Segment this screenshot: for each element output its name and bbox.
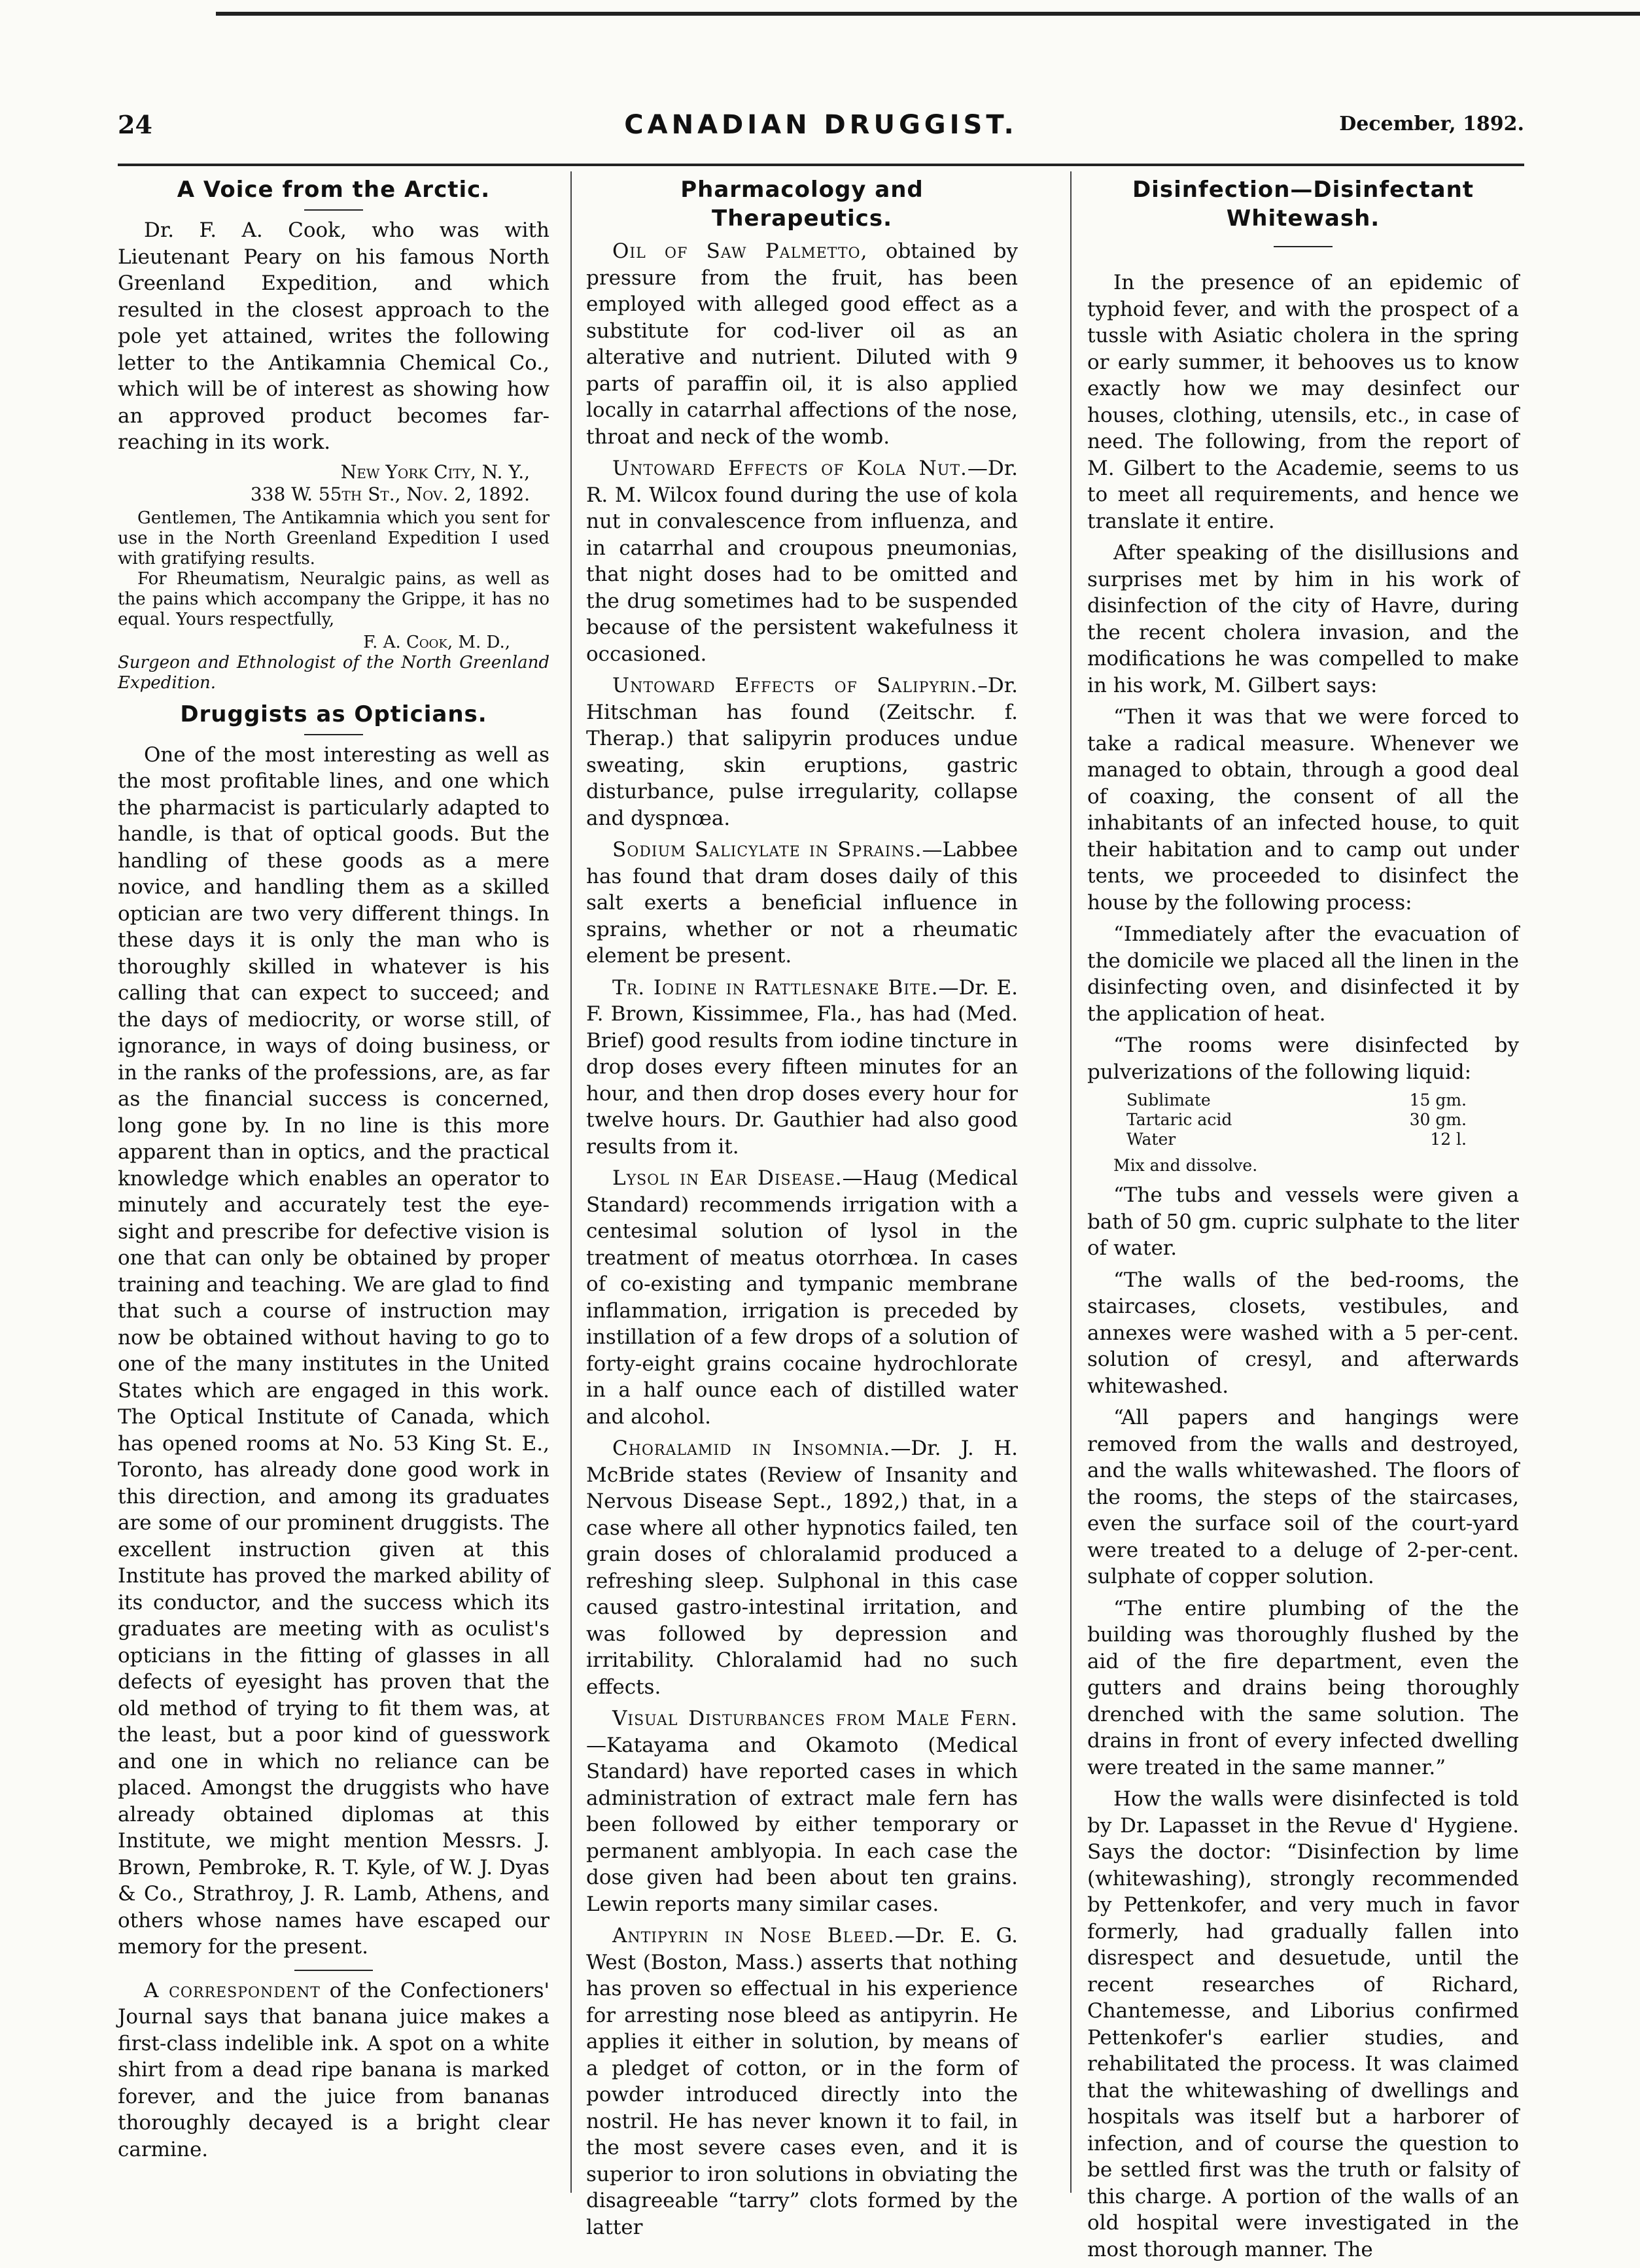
pharma-item [586, 455, 1018, 667]
pharma-item-body: —Dr. E. F. Brown, Kissimmee, Fla., has had (Med. Brief) good results from iodine tincture in drop doses every fifteen minutes for an hour, and then drop doses every hour for twelve hours. Dr. Gauthier had also good results from it. [586, 975, 1018, 1159]
pharma-item-head: Visual Disturbances from Male Fern. [612, 1707, 1018, 1730]
pharma-item [586, 1165, 1018, 1430]
pharma-item-head: Lysol in Ear Disease. [612, 1166, 843, 1190]
formula-ingredient: Sublimate [1126, 1090, 1211, 1109]
opticians-body: One of the most interesting as well as the most profitable lines, and one which the pharmacist is particularly adapted to handle, is that of optical goods. But the handling of these goods as a mere novice, and handling them as a skilled optician are two very different things. In these days it is only the man who is thoroughly skilled in whatever is his calling that can expect to succeed; and the days of mediocrity, or worse still, of ignorance, in ways of doing business, or in the ranks of the professions, are, as far as the financial success is concerned, long gone by. In no line is this more apparent than in optics, and the practical knowledge which enables an operator to minutely and accurately test the eye-sight and prescribe for defective vision is one that can only be obtained by proper training and teaching. We are glad to find that such a course of instruction may now be obtained without having to go to one of the many institutes in the United States which are engaged in this work. The Optical Institute of Canada, which has opened rooms at No. 53 King St. E., Toronto, has already done good work in this direction, and among its graduates are some of our prominent druggists. The excellent instruction given at this Institute has proved the marked ability of its conductor, and the success which its graduates are meeting with as oculist's opticians in the fitting of glasses in all defects of eyesight has proven that the old method of trying to fit them was, at the least, but a poor kind of guesswork and one in which no reliance can be placed. Amongst the druggists who have already obtained diplomas at this Institute, we might mention Messrs. J. Brown, Pembroke, R. T. Kyle, of W. J. Dyas & Co., Strathroy, J. R. Lamb, Athens, and others whose names have escaped our memory for the present. [118, 742, 550, 1959]
pharma-item-body: –Dr. Hitschman has found (Zeitschr. f. Therap.) that salipyrin produces undue sweating, skin eruptions, gastric disturbance, pulse irregularity, collapse and dyspnœa. [586, 674, 1018, 830]
pharma-item [586, 837, 1018, 969]
signature-title: Surgeon and Ethnologist of the North Greenland Expedition. [118, 652, 550, 693]
letter-signature: F. A. Cook, M. D., [363, 632, 510, 652]
pharma-item-head: Oil of Saw Palmetto, [612, 239, 868, 263]
disinfection-paragraph: “The rooms were disinfected by pulverizations of the following liquid: [1087, 1034, 1519, 1084]
disinfection-paragraph: “Then it was that we were forced to take a radical measure. Whenever we managed to obtain, through a good deal of coaxing, the consent of all the inhabitants of an infected house, to quit their habitation and to camp out under tents, we proceeded to disinfect the house by the following process: [1087, 705, 1519, 915]
issue-date: December, 1892. [1339, 113, 1524, 135]
column-1 [118, 171, 550, 2168]
address-line: 338 W. 55th St., Nov. 2, 1892. [250, 483, 530, 505]
disinfection-paragraph: “The tubs and vessels were given a bath of 50 gm. cupric sulphate to the liter of water. [1087, 1183, 1519, 1260]
title-rule [304, 209, 363, 211]
pharma-item-body: —Dr. J. H. McBride states (Review of Insanity and Nervous Disease Sept., 1892,) that, in a case where all other hypnotics failed, ten grain doses of chloralamid produced a refreshing sleep. Sulphonal in this case caused gastro-intestinal irritation, and was followed by depression and irritability. Chloralamid had no such effects. [586, 1437, 1018, 1699]
arctic-intro: Dr. F. A. Cook, who was with Lieutenant Peary on his famous North Greenland Expedition, and which resulted in the closest approach to the pole yet attained, writes the following letter to the Antikamnia Chemical Co., which will be of interest as showing how an approved product becomes far-reaching in its work. [118, 218, 550, 454]
pharma-item-head: Untoward Effects of Salipyrin. [612, 674, 978, 697]
formula-amount: 15 gm. [1409, 1090, 1467, 1109]
pharma-item-head: Antipyrin in Nose Bleed. [612, 1924, 895, 1947]
disinfection-paragraph: How the walls were disinfected is told by Dr. Lapasset in the Revue d' Hygiene. Says the doctor: “Disinfection by lime (whitewashing), strongly recommended by Pettenkofer, and very much in favor formerly, had gradually fallen into disrespect and desuetude, until the recent researches of Richard, Chantemesse, and Liborius confirmed Pettenkofer's earlier studies, and rehabilitated the process. It was claimed that the whitewashing of dwellings and hospitals was itself but a harborer of infection, and of course the question to be settled first was the truth or falsity of this charge. A portion of the walls of an old hospital were investigated in the most thorough manner. The [1087, 1787, 1519, 2261]
journal-title: CANADIAN DRUGGIST. [624, 110, 1018, 140]
article-title-arctic: A Voice from the Arctic. [177, 177, 491, 203]
disinfection-paragraph: After speaking of the disillusions and surprises met by him in his work of disinfection of the city of Havre, during the recent cholera invasion, and the modifications he was compelled to make in his work, M. Gilbert says: [1087, 541, 1519, 697]
pharma-item [586, 238, 1018, 450]
top-border-line [216, 12, 1640, 16]
pharma-item-head: Sodium Salicylate in Sprains. [612, 838, 922, 862]
pharma-item-head: Choralamid in Insomnia. [612, 1437, 891, 1460]
formula-amount: 30 gm. [1409, 1110, 1467, 1129]
letter-paragraph: For Rheumatism, Neuralgic pains, as well as the pains which accompany the Grippe, it has no equal. Yours respectfully, [118, 568, 550, 629]
title-rule [304, 734, 363, 735]
pharma-item-body: —Haug (Medical Standard) recommends irrigation with a centesimal solution of lysol in the treatment of meatus otorrhœa. In cases of co-existing and tympanic membrane inflammation, irrigation is preceded by instillation of a few drops of a solution of forty-eight grains cocaine hydrochlorate in a half ounce each of distilled water and alcohol. [586, 1166, 1018, 1429]
formula-amount: 12 l. [1430, 1130, 1467, 1149]
pharma-item [586, 1705, 1018, 1917]
formula-table [1126, 1090, 1467, 1149]
pharma-item-body: —Labbee has found that dram doses daily of this salt exerts a beneficial influence in sprains, whether or not a rheumatic element be present. [586, 838, 1018, 968]
letter-address [118, 461, 530, 506]
disinfection-paragraph: In the presence of an epidemic of typhoid fever, and with the prospect of a tussle with Asiatic cholera in the spring or early summer, it behooves us to know exactly how we may desinfect our houses, clothing, utensils, etc., in case of need. The following, from the report of M. Gilbert to the Academie, seems to us to meet all requirements, and hence we translate it entire. [1087, 271, 1519, 533]
title-rule [1274, 246, 1333, 247]
formula-row [1126, 1090, 1467, 1110]
article-title-opticians: Druggists as Opticians. [180, 701, 487, 727]
letter-body [118, 508, 550, 630]
article-title-disinfection: Disinfection—Disinfectant Whitewash. [1132, 177, 1474, 232]
pharma-item [586, 975, 1018, 1160]
formula-row [1126, 1110, 1467, 1130]
disinfection-paragraph: “The walls of the bed-rooms, the staircases, closets, vestibules, and annexes were washed with a 5 per-cent. solution of cresyl, and afterwards whitewashed. [1087, 1268, 1519, 1398]
pharma-item-body: —Katayama and Okamoto (Medical Standard) have reported cases in which administration of extract male fern has been followed by either temporary or permanent amblyopia. In each case the dose given had been about ten grains. Lewin reports many similar cases. [586, 1733, 1018, 1916]
column-2 [586, 171, 1018, 2246]
article-title-pharmacology: Pharmacology and Therapeutics. [680, 177, 924, 232]
banana-body: of the Confectioners' Journal says that banana juice makes a first-class indelible ink. A spot on a white shirt from a dead ripe banana is marked forever, and the juice from bananas thoroughly decayed is a bright clear carmine. [118, 1978, 550, 2161]
page-header [118, 110, 1524, 149]
pharma-item-head: Tr. Iodine in Rattlesnake Bite. [612, 975, 939, 1000]
pharma-item-body: obtained by pressure from the fruit, has been employed with alleged good effect as a substitute for cod-liver oil as an alterative and nutrient. Diluted with 9 parts of paraffin oil, it is also applied locally in catarrhal affections of the nose, throat and neck of the womb. [586, 239, 1018, 449]
section-rule [294, 1970, 373, 1971]
pharma-item [586, 1435, 1018, 1700]
column-3 [1087, 171, 1519, 2268]
disinfection-paragraph: “The entire plumbing of the the building was thoroughly flushed by the aid of the fire department, even the gutters and drains being thoroughly drenched with the same solution. The drains in front of every infected dwelling were treated in the same manner.” [1087, 1596, 1519, 1779]
header-rule [118, 164, 1524, 166]
banana-lead: A correspondent [144, 1978, 321, 2002]
formula-ingredient: Tartaric acid [1126, 1110, 1232, 1129]
column-divider [570, 171, 572, 2193]
formula-ingredient: Water [1126, 1130, 1176, 1149]
disinfection-paragraph: “Immediately after the evacuation of the domicile we placed all the linen in the disinfecting oven, and disinfected it by the application of heat. [1087, 922, 1519, 1026]
pharma-item [586, 672, 1018, 831]
formula-row [1126, 1130, 1467, 1149]
address-line: New York City, N. Y., [340, 461, 530, 483]
pharma-item [586, 1923, 1018, 2241]
banana-paragraph [118, 1978, 550, 2163]
letter-paragraph: Gentlemen, The Antikamnia which you sent for use in the North Greenland Expedition I used with gratifying results. [118, 508, 550, 568]
pharma-item-body: —Dr. E. G. West (Boston, Mass.) asserts that nothing has proven so effectual in his experience for arresting nose bleed as antipyrin. He applies it either in solution, by means of a pledget of cotton, or in the form of powder introduced directly into the nostril. He has never known it to fail, in the most severe cases even, and it is superior to iron solutions in obviating the disagreeable “tarry” clots formed by the latter [586, 1924, 1018, 2239]
formula-instruction: Mix and dissolve. [1113, 1156, 1258, 1175]
page-number: 24 [118, 110, 152, 139]
pharma-item-head: Untoward Effects of Kola Nut. [612, 457, 968, 480]
pharma-item-body: —Dr. R. M. Wilcox found during the use of kola nut in convalescence from influenza, and in catarrhal and croupous pneumonias, that night doses had to be omitted and the drug sometimes had to be suspended because of the persistent wakefulness it occasioned. [586, 457, 1018, 666]
column-divider [1070, 171, 1072, 2193]
disinfection-paragraph: “All papers and hangings were removed from the walls and destroyed, and the walls whitewashed. The floors of the rooms, the steps of the staircases, even the surface soil of the court-yard were treated to a deluge of 2-per-cent. sulphate of copper solution. [1087, 1406, 1519, 1588]
